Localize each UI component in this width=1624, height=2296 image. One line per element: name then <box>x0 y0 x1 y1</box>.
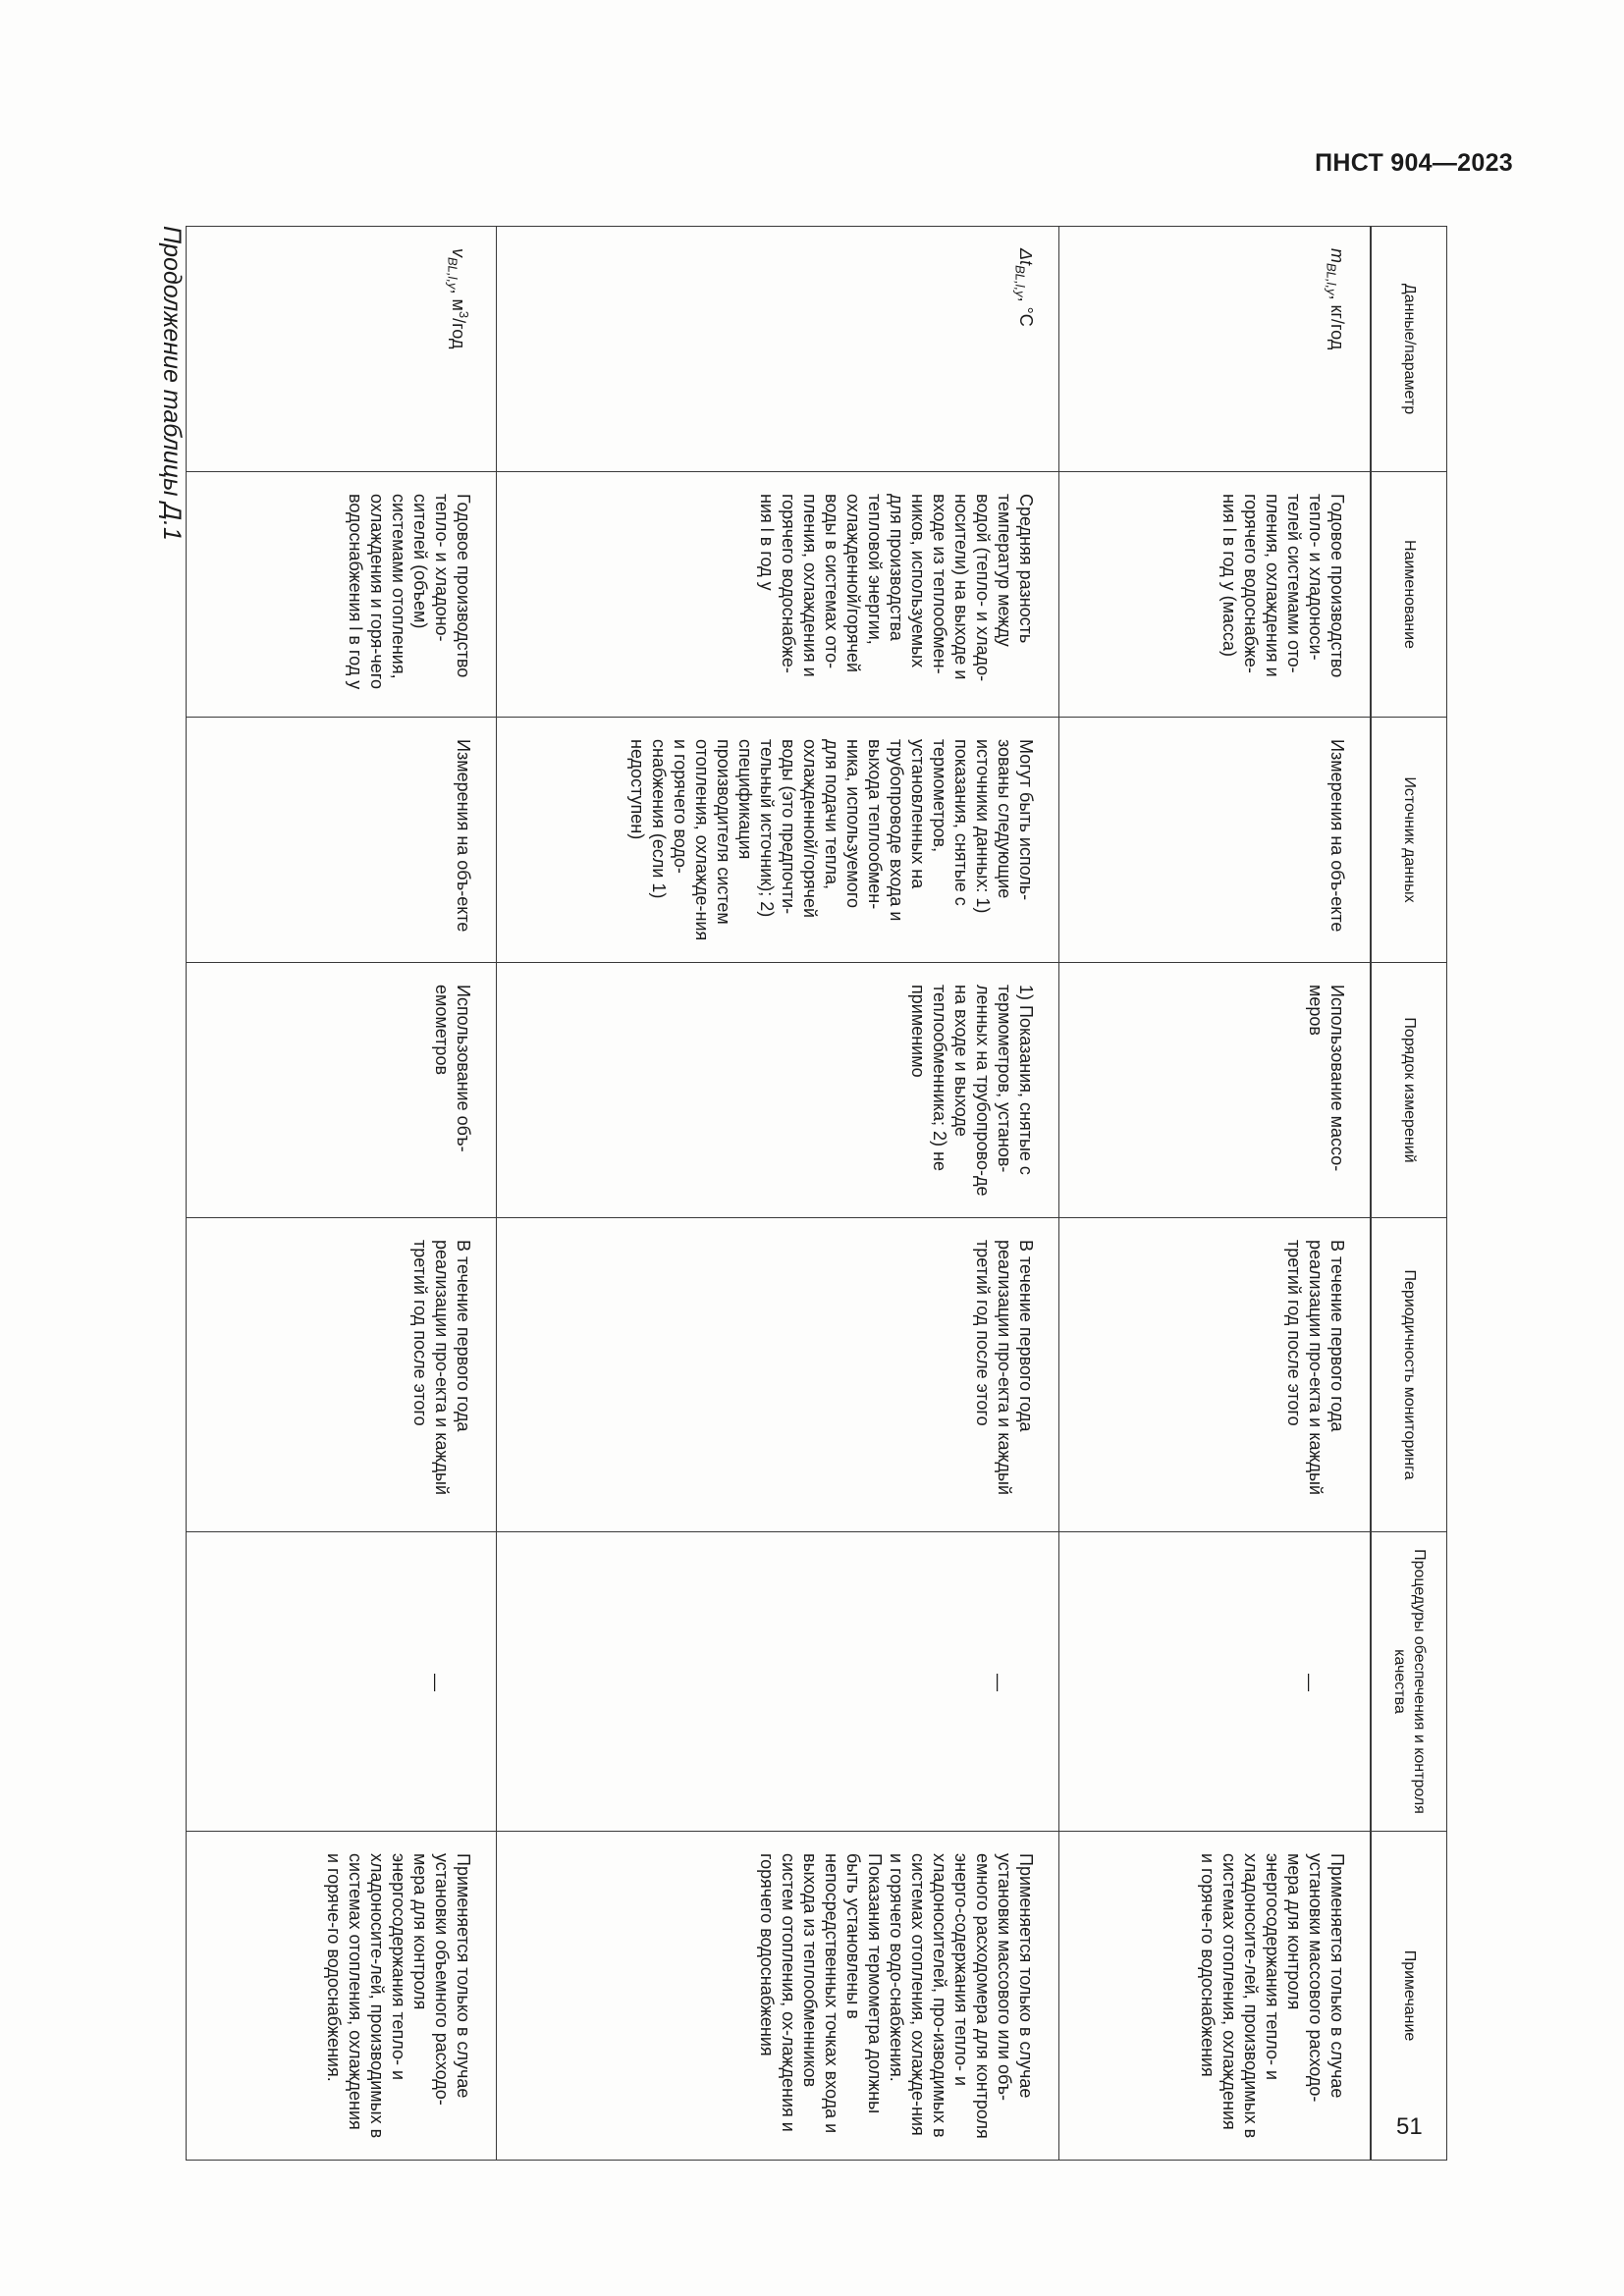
table-row <box>1059 227 1371 2161</box>
param-cell: $\Delta t_{BL,l,y}$, °C <box>497 227 1059 472</box>
source-cell: Могут быть исполь-зованы следующие источники данных: 1) показания, снятые с термометров, установленных на трубопроводе входа и выхода теплообмен-ника, используемого для подачи тепла, охлажденной/горячей воды (это предпочти-тельный источник); 2) спецификация производителя систем отопления, охлажде-ния и горячего водо-снабжения (если 1) недоступен) <box>497 718 1059 963</box>
source-cell: Измерения на объ-екте <box>187 718 497 963</box>
header-separator <box>1371 227 1372 2161</box>
table-row <box>187 227 497 2161</box>
page-number: 51 <box>1396 2113 1423 2140</box>
param-cell: $m_{BL,l,y}$, кг/год <box>1059 227 1371 472</box>
column-header: Примечание <box>1372 1832 1447 2161</box>
procedure-cell: Использование массо-меров <box>1059 963 1371 1218</box>
qa-cell: — <box>1059 1532 1371 1832</box>
frequency-cell: В течение первого года реализации про-екта и каждый третий год после этого <box>497 1218 1059 1532</box>
column-header: Источник данных <box>1372 718 1447 963</box>
table-header-row <box>1372 227 1447 2161</box>
qa-cell: — <box>187 1532 497 1832</box>
param-cell: $v_{BL,l,y}$, $м^3$/год <box>187 227 497 472</box>
rotated-table-container <box>122 226 1447 2160</box>
procedure-cell: 1) Показания, снятые с термометров, установ-ленных на трубопрово-де на входе и выходе теплообменника; 2) не применимо <box>497 963 1059 1218</box>
frequency-cell: В течение первого года реализации про-екта и каждый третий год после этого <box>187 1218 497 1532</box>
procedure-cell: Использование объ-емометров <box>187 963 497 1218</box>
name-cell: Средняя разность температур между водой (тепло- и хладо-носители) на выходе и входе из теплообмен-ников, используемых для производства тепловой энергии, охлажденной/горячей воды в системах ото-пления, охлаждения и горячего водоснабже-ния l в год y <box>497 472 1059 718</box>
column-header: Периодичность мониторинга <box>1372 1218 1447 1532</box>
data-table <box>186 226 1447 2161</box>
frequency-cell: В течение первого года реализации про-екта и каждый третий год после этого <box>1059 1218 1371 1532</box>
source-cell: Измерения на объ-екте <box>1059 718 1371 963</box>
qa-cell: — <box>497 1532 1059 1832</box>
name-cell: Годовое производство тепло- и хладоно-сителей (объем) системами отопления, охлаждения и горя-чего водоснабжения l в год y <box>187 472 497 718</box>
table-row <box>497 227 1059 2161</box>
note-cell: Применяется только в случае установки массового или объ-емного расходомера для контроля энерго-содержания тепло- и хладоносителей, про-изводимых в системах отопления, охлажде-ния и горячего водо-снабжения. Показания термометра должны быть установлены в непосредственных точках входа и выхода из теплообменников систем отопления, ох-лаждения и горячего водоснабжения <box>497 1832 1059 2161</box>
column-header: Порядок измерений <box>1372 963 1447 1218</box>
document-code: ПНСТ 904—2023 <box>1315 149 1513 177</box>
note-cell: Применяется только в случае установки массового расходо-мера для контроля энергосодержания тепло- и хладоносите-лей, производимых в системах отопления, охлаждения и горяче-го водоснабжения <box>1059 1832 1371 2161</box>
table-caption: Продолжение таблицы Д.1 <box>158 226 186 541</box>
note-cell: Применяется только в случае установки объемного расходо-мера для контроля энергосодержания тепло- и хладоносите-лей, производимых в системах отопления, охлаждения и горяче-го водоснабжения. <box>187 1832 497 2161</box>
column-header: Наименование <box>1372 472 1447 718</box>
column-header: Данные/параметр <box>1372 227 1447 472</box>
column-header: Процедуры обеспечения и контроля качества <box>1372 1532 1447 1832</box>
name-cell: Годовое производство тепло- и хладоноси-телей системами ото-пления, охлаждения и горячего водоснабже-ния l в год y (масса) <box>1059 472 1371 718</box>
